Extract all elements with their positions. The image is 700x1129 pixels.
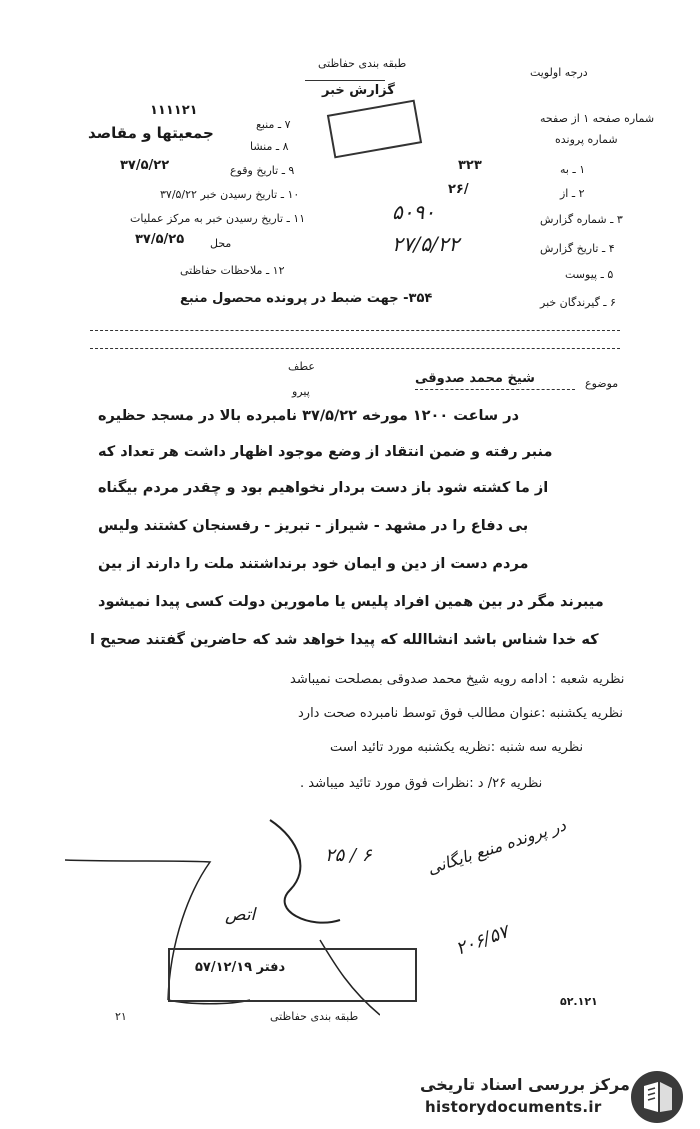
- field-9-value: ۳۷/۵/۲۲: [120, 158, 170, 173]
- body-line: منبر رفته و ضمن انتقاد از وضع موجود اظهار داشت هر تعداد که: [98, 444, 553, 460]
- classification-label: طبقه بندی حفاظتی: [318, 57, 407, 70]
- opinion-line: نظریه ۲۶/ د :نظرات فوق مورد تائید میباشد .: [300, 776, 543, 791]
- field-10: ۱۰ ـ تاریخ رسیدن خبر ۳۷/۵/۲۲: [160, 188, 300, 201]
- field-location-value: ۳۷/۵/۲۵: [135, 232, 185, 247]
- field-1: ۱ ـ به: [560, 163, 586, 176]
- field-8: ۸ ـ منشا: [250, 140, 289, 153]
- handwritten-date: ۲۵ / ۶: [325, 845, 372, 866]
- followup-label: پیرو: [292, 385, 310, 398]
- body-line: مردم دست از دین و ایمان خود برنداشتند ملت را دارند از بین: [98, 556, 529, 572]
- opinion-line: نظریه یکشنبه :عنوان مطالب فوق توسط نامبرده صحت دارد: [298, 706, 624, 721]
- field-3-value: ۵۰۹۰: [392, 200, 435, 224]
- field-4-value: ۲۷/۵/۲۲: [392, 232, 460, 256]
- file-number-label: شماره پرونده: [555, 133, 618, 146]
- field-6: ۶ ـ گیرندگان خبر: [540, 296, 616, 309]
- report-code: ۱۱۱۱۲۱: [150, 103, 198, 118]
- top-stamp: [327, 100, 422, 159]
- body-line: در ساعت ۱۲۰۰ مورخه ۳۷/۵/۲۲ نامبرده بالا در مسجد حظیره: [98, 408, 520, 424]
- subject-label: موضوع: [585, 377, 619, 390]
- body-line: از ما کشته شود باز دست بردار نخواهیم بود و چقدر مردم بیگناه: [98, 480, 549, 496]
- handwritten-note: در پرونده منبع بایگانی: [425, 815, 569, 879]
- registry-stamp: [168, 948, 417, 1002]
- field-6-value: ۳۵۴- جهت ضبط در پرونده محصول منبع: [180, 291, 433, 306]
- archive-logo-icon: [628, 1068, 686, 1126]
- body-line: بی دفاع را در مشهد - شیراز - تبریز - رفسنجان کشتند ولیس: [98, 518, 529, 534]
- archive-title: مرکز بررسی اسناد تاریخی: [420, 1075, 630, 1094]
- handwritten-number: ۲۰۶/۵۷: [453, 921, 512, 960]
- header-rule: [305, 80, 385, 81]
- field-2: ۲ ـ از: [560, 187, 585, 200]
- field-4: ۴ ـ تاریخ گزارش: [540, 242, 615, 255]
- bottom-right-number: ۵۲.۱۲۱: [560, 995, 598, 1008]
- separator: [90, 330, 620, 331]
- field-11: ۱۱ ـ تاریخ رسیدن خبر به مرکز عملیات: [130, 212, 306, 225]
- field-5: ۵ ـ پیوست: [565, 268, 614, 281]
- topic-title: جمعیتها و مقاصد: [88, 124, 214, 142]
- bottom-classification: طبقه بندی حفاظتی: [270, 1010, 359, 1023]
- bottom-left-number: ۲۱: [115, 1010, 127, 1023]
- handwritten-initials: اتص: [225, 905, 256, 925]
- field-2-value: ۲۶/: [448, 182, 469, 197]
- report-type: گزارش خبر: [322, 83, 395, 98]
- body-line: میبرند مگر در بین همین افراد پلیس یا مامورین دولت کسی پیدا نمیشود: [98, 594, 604, 610]
- opinion-line: نظریه شعبه : ادامه رویه شیخ محمد صدوقی بمصلحت نمیباشد: [290, 672, 625, 687]
- priority-label: درجه اولویت: [530, 66, 588, 79]
- body-line: که خدا شناس باشد انشاالله که پیدا خواهد شد که حاضرین گفتند صحیح ا: [90, 632, 599, 648]
- field-9: ۹ ـ تاریخ وقوع: [230, 164, 295, 177]
- field-7: ۷ ـ منبع: [256, 118, 291, 131]
- page-number-label: شماره صفحه ۱ از صفحه: [540, 112, 655, 125]
- subject-underline: [415, 389, 575, 390]
- stamp-date: دفتر ۵۷/۱۲/۱۹: [195, 960, 286, 975]
- subject-value: شیخ محمد صدوقی: [415, 371, 535, 386]
- separator: [90, 348, 620, 349]
- field-location: محل: [210, 237, 232, 250]
- field-1-value: ۳۲۳: [458, 158, 482, 173]
- field-3: ۳ ـ شماره گزارش: [540, 213, 623, 226]
- reference-label: عطف: [288, 360, 315, 373]
- opinion-line: نظریه سه شنبه :نظریه یکشنبه مورد تائید است: [330, 740, 584, 755]
- field-12: ۱۲ ـ ملاحظات حفاظتی: [180, 264, 285, 277]
- archive-url: historydocuments.ir: [425, 1098, 602, 1116]
